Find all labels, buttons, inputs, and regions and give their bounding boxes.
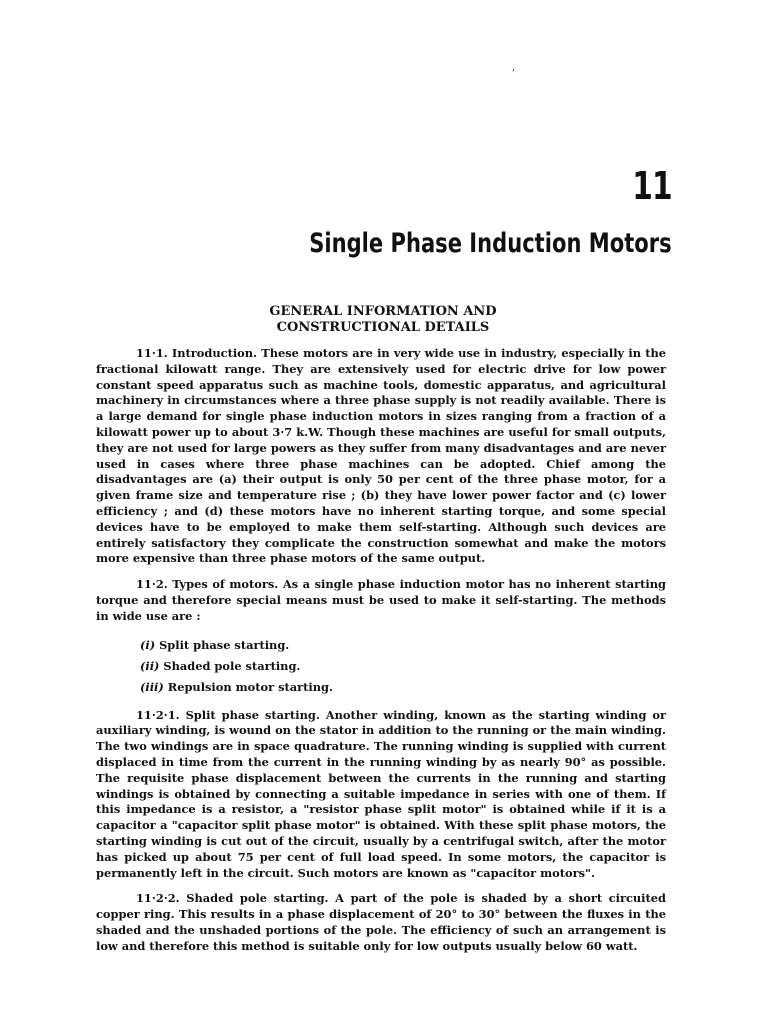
section-heading: [96, 304, 670, 336]
list-item-text: Repulsion motor starting.: [167, 679, 333, 694]
list-item: [96, 656, 666, 677]
paragraph-text: A part of the pole is shaded by a short circuited copper ring. This results in a phase displacement of 20° to 30° between the fluxes in the shaded and the unshaded portions of the pole. The efficiency of such an arrangement is low and therefore this method is suitable only for low outputs usually below 60 watt.: [96, 891, 666, 953]
list-item: [96, 635, 666, 656]
list-item-number: (iii): [140, 679, 164, 694]
paragraph-heading: 11·2·2. Shaded pole starting.: [136, 891, 329, 906]
paragraph-text: As a single phase induction motor has no inherent starting torque and therefore special means must be used to make it self-starting. The methods in wide use are :: [96, 577, 666, 623]
list-item-number: (i): [140, 637, 156, 652]
paragraph-text: These motors are in very wide use in industry, especially in the fractional kilowatt range. They are extensively used for electric drive for low power constant speed apparatus such as machine tools, domestic apparatus, and agricultural machinery in circumstances where a three phase supply is not readily available. There is a large demand for single phase induction motors in sizes ranging from a fraction of a kilowatt power up to about 3·7 k.W. Though these machines are useful for small outputs, they are not used for large powers as they suffer from many disadvantages and are never used in cases where three phase machines can be adopted. Chief among the disadvantages are (a) their output is only 50 per cent of the three phase motor, for a given frame size and temperature rise ; (b) they have lower power factor and (c) lower efficiency ; and (d) these motors have no inherent starting torque, and some special devices have to be employed to make them self-starting. Although such devices are entirely satisfactory they complicate the construction somewhat and make the motors more expensive than three phase motors of the same output.: [96, 346, 666, 566]
paragraph-introduction: [96, 346, 666, 567]
list-item-text: Shaded pole starting.: [163, 658, 301, 673]
paragraph-types-of-motors: [96, 577, 666, 624]
section-heading-line1: GENERAL INFORMATION AND: [269, 304, 497, 319]
paragraph-shaded-pole-starting: [96, 891, 666, 954]
paragraph-text: Another winding, known as the starting winding or auxiliary winding, is wound on the stator in addition to the running or the main winding. The two windings are in space quadrature. The running winding is supplied with current displaced in time from the current in the running winding by as nearly 90° as possible. The requisite phase displacement between the currents in the running and starting windings is obtained by connecting a suitable impedance in series with one of them. If this impedance is a resistor, a "resistor phase split motor" is obtained while if it is a capacitor a "capacitor split phase motor" is obtained. With these split phase motors, the starting winding is cut out of the circuit, usually by a centrifugal switch, after the motor has picked up about 75 per cent of full load speed. In some motors, the capacitor is permanently left in the circuit. Such motors are known as "capacitor motors".: [96, 707, 666, 880]
list-item-number: (ii): [140, 658, 160, 673]
methods-list: [96, 635, 666, 698]
list-item: [96, 677, 666, 698]
paragraph-heading: 11·1. Introduction.: [136, 346, 258, 360]
section-heading-line2: CONSTRUCTIONAL DETAILS: [276, 320, 490, 335]
paragraph-split-phase-starting: [96, 708, 666, 882]
chapter-title: Single Phase Induction Motors: [309, 228, 672, 259]
paragraph-heading: 11·2. Types of motors.: [136, 577, 279, 592]
stray-mark: ,: [512, 62, 516, 73]
list-item-text: Split phase starting.: [159, 637, 290, 652]
chapter-number: 11: [632, 164, 672, 208]
body-text: [96, 346, 666, 965]
paragraph-heading: 11·2·1. Split phase starting.: [136, 707, 320, 722]
